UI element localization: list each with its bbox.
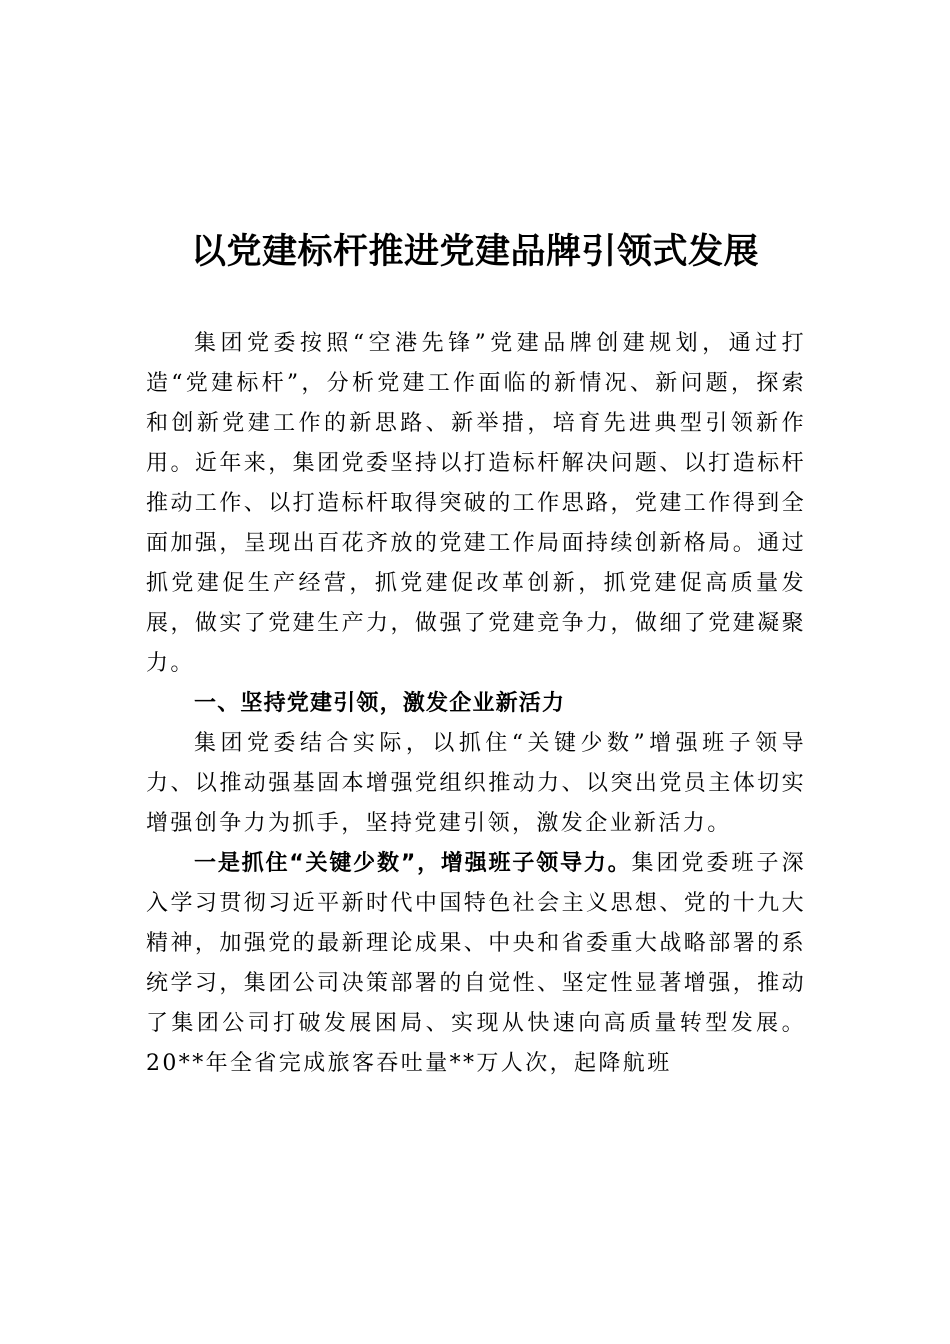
point-1-paragraph xyxy=(146,844,806,1084)
point-1-lead: 一是抓住“关键少数”，增强班子领导力。 xyxy=(194,851,632,876)
intro-paragraph: 集团党委按照“空港先锋”党建品牌创建规划，通过打造“党建标杆”，分析党建工作面临的新情况、新问题，探索和创新党建工作的新思路、新举措，培育先进典型引领新作用。近年来，集团党委坚持以打造标杆解决问题、以打造标杆推动工作、以打造标杆取得突破的工作思路，党建工作得到全面加强，呈现出百花齐放的党建工作局面持续创新格局。通过抓党建促生产经营，抓党建促改革创新，抓党建促高质量发展，做实了党建生产力，做强了党建竞争力，做细了党建凝聚力。 xyxy=(146,331,806,676)
section-1-intro-paragraph: 集团党委结合实际，以抓住“关键少数”增强班子领导力、以推动强基固本增强党组织推动力、以突出党员主体切实增强创争力为抓手，坚持党建引领，激发企业新活力。 xyxy=(146,731,806,836)
point-1-body: 集团党委班子深入学习贯彻习近平新时代中国特色社会主义思想、党的十九大精神，加强党的最新理论成果、中央和省委重大战略部署的系统学习，集团公司决策部署的自觉性、坚定性显著增强，推动了集团公司打破发展困局、实现从快速向高质量转型发展。20**年全省完成旅客吞吐量**万人次，起降航班 xyxy=(146,851,806,1076)
document-body xyxy=(146,324,806,1084)
document-title: 以党建标杆推进党建品牌引领式发展 xyxy=(190,232,759,272)
section-heading-1: 一、坚持党建引领，激发企业新活力 xyxy=(194,691,566,716)
